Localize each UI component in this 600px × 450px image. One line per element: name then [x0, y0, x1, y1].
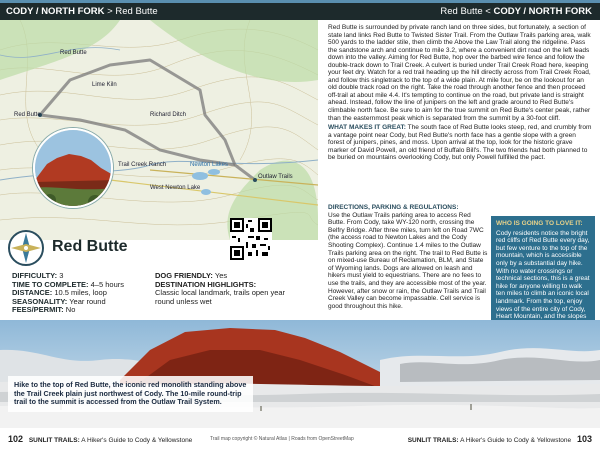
map-label-trail-creek-ranch: Trail Creek Ranch [118, 162, 167, 168]
left-brand: SUNLIT TRAILS: [28, 437, 80, 444]
map-label-ditch: Richard Ditch [150, 112, 187, 118]
directions-section [328, 204, 488, 310]
destination-value: Classic local landmark, trails open year round unless wet [155, 288, 286, 306]
map-graphic [0, 20, 318, 240]
section-crumb: CODY / NORTH FORK [6, 6, 105, 17]
red-butte-photo [33, 128, 113, 208]
season-value: Year round [69, 296, 106, 306]
dog-label: DOG FRIENDLY: [155, 271, 213, 280]
current-crumb: Red Butte [115, 6, 158, 17]
trail-map [0, 20, 318, 240]
time-value: 4–5 hours [90, 279, 124, 289]
compass-icon [6, 228, 46, 268]
map-label-west-newton-lake: West Newton Lake [150, 185, 201, 191]
map-label-outlaw: Outlaw Trails [258, 174, 293, 180]
photo-caption: Hike to the top of Red Butte, the iconic red monolith standing above the Trail Creek plain just northwest of Cody. The 10-mile round-trip trail to the summit is accessed from the Outlaw Trail System. [8, 376, 253, 412]
crumb-separator: < [485, 6, 491, 17]
who-will-love-it-box [491, 216, 595, 320]
right-subtitle: A Hiker's Guide to Cody & Yellowstone [460, 437, 572, 444]
page-title: Red Butte [52, 238, 128, 255]
section-crumb: CODY / NORTH FORK [493, 6, 592, 17]
left-page-header [0, 0, 300, 20]
time-label: TIME TO COMPLETE: [12, 279, 89, 289]
map-label-weed: Red Butte [60, 50, 87, 56]
fees-label: FEES/PERMIT: [12, 305, 64, 315]
map-label-red-butte: Red Butte [14, 112, 41, 118]
page-footer [0, 428, 600, 450]
crumb-separator: > [107, 6, 113, 17]
right-page-header [300, 0, 600, 20]
map-label-ridge: Lime Kiln [92, 82, 117, 88]
article-body [328, 24, 592, 164]
who-heading: WHO IS GOING TO LOVE IT: [496, 220, 583, 227]
left-footer [8, 428, 192, 450]
dog-value: Yes [214, 271, 228, 280]
left-subtitle: A Hiker's Guide to Cody & Yellowstone [81, 437, 193, 444]
hike-stats-secondary [155, 272, 295, 306]
great-heading: WHAT MAKES IT GREAT: [328, 124, 406, 132]
fees-value: No [65, 305, 76, 315]
hero-photo [0, 320, 600, 428]
difficulty-label: DIFFICULTY: [12, 271, 58, 280]
hike-stats [12, 272, 124, 315]
great-text: The south face of Red Butte looks steep, red, and crumbly from a vantage point near Cody, but Red Butte's north face has a gentle slope with a green forest of junipers, pines, and moss. Upon arrival at the top, look for the historic grave marker of David Powell, an old friend of Buffalo Bill's. The two friends had both planned to be buried on mountains overlooking Cody, but only Powell fulfilled the pact. [328, 124, 592, 162]
directions-text: Use the Outlaw Trails parking area to access Red Butte. From Cody, take WY-120 north, crossing the Belfry Bridge. After three miles, turn left on Road 7WC (the access road to Newton Lakes and the Cody Shooting Complex). Continue 1.4 miles to the Outlaw Trails parking area on the right. The trail to Red Butte is on mixed-use Bureau of Reclamation, BLM, and State of Wyoming lands. Dogs are allowed on leash and hikers must yield to equestrians. There are no fees to use the trails, and they are accessible most of the year. However, after snow or rain, the Outlaw Trails and Trail Creek Valley can become impassable. Cell service is good throughout this hike. [328, 211, 488, 310]
who-text: Cody residents notice the bright red cliffs of Red Butte every day, but few venture to the top of the mountain, which is accessible only by a substantial day hike. With no water crossings or technical sections, this is a great hike for anyone willing to walk ten miles to climb an iconic local landmark. From the top, enjoy views of the entire city of Cody, Heart Mountain, and the slopes [496, 229, 590, 321]
left-page-number: 102 [8, 434, 24, 444]
right-page-number: 103 [576, 434, 592, 444]
hero-graphic [0, 320, 600, 428]
distance-value: 10.5 miles, loop [54, 288, 107, 298]
intro-paragraph: Red Butte is surrounded by private ranch land on three sides, but fortunately, a section of state land links Red Butte to Twisted Sister Trail. From the Outlaw Trails parking area, walk 500 yards to the ladder stile, then climb the Above the Law Trail along the ridgeline. Pass the sandstone arch and continue to mile 3.2, where a convenient dirt road on the left leads down into the valley. Aiming for Red Butte, hop over the barbed wire fence and follow the double-track down to Trail Creek. A culvert is buried under Trail Creek Road here, keeping your feet dry. Watch for a red trail heading up the hill directly across from Trail Creek Road, and follow this singletrack to the top of a wide plain. At mile four, be on the lookout for an old double track road on the right. Take the road through another fence and then proceed off-trail at about mile 4.4. It's tempting to continue on the road, but private land is straight ahead. Instead, follow the line of junipers on the left and grade around to Red Butte's climbable north face. Be sure to aim for the true summit on Red Butte's center peak, rather than the easternmost peak which is separated from the summit by a 30-foot cliff. [328, 24, 591, 122]
destination-label: DESTINATION HIGHLIGHTS: [155, 279, 257, 289]
difficulty-value: 3 [59, 271, 64, 280]
map-label-newton-lakes: Newton Lakes [190, 162, 229, 168]
distance-label: DISTANCE: [12, 288, 53, 298]
season-label: SEASONALITY: [12, 296, 68, 306]
qr-code[interactable] [230, 218, 272, 260]
directions-heading: DIRECTIONS, PARKING & REGULATIONS: [328, 204, 459, 211]
right-footer [408, 428, 592, 450]
map-credit: Trail map copyright © Natural Atlas | Roads from OpenStreetMap [210, 436, 354, 442]
great-paragraph [328, 124, 592, 162]
right-brand: SUNLIT TRAILS: [407, 437, 459, 444]
current-crumb: Red Butte [440, 6, 483, 17]
